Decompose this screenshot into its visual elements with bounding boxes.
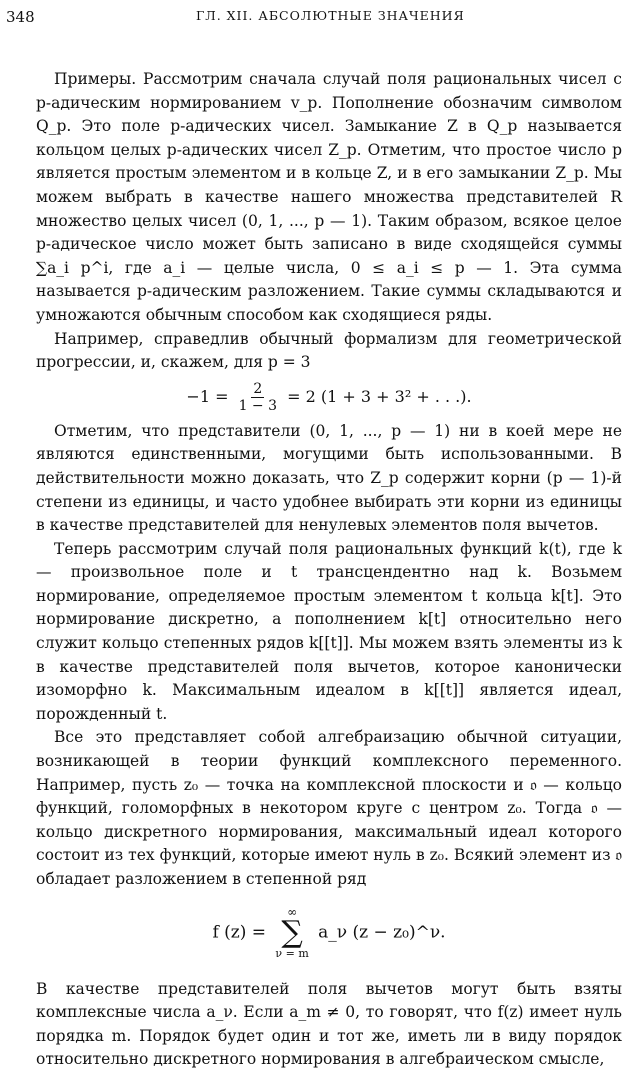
formula1-numerator: 2 <box>253 380 263 397</box>
formula1-right: = 2 (1 + 3 + 3² + . . .). <box>287 386 472 406</box>
page-header <box>6 8 610 30</box>
paragraph-representatives: Отметим, что представители (0, 1, ..., p — 1) ни в коей мере не являются единственными, могущими быть использованными. В действительности можно доказать, что Z_p содержит корни (p — 1)-й степени из единицы, и часто удобнее выбирать эти корни из единицы в качестве представителей для ненулевых элементов поля вычетов. <box>36 421 622 535</box>
paragraph-examples: Примеры. Рассмотрим сначала случай поля рациональных чисел с p-адическим нормированием v_p. Пополнение обозначим символом Q_p. Это поле p-адических чисел. Замыкание Z в Q_p называется кольцом целых p-адических чисел Z_p. Отметим, что простое число p является простым элементом и в кольце Z, и в его замыкании Z_p. Мы можем выбрать в качестве нашего множества представителей R множество целых чисел (0, 1, ..., p — 1). Таким образом, всякое целое p-адическое число может быть записано в виде сходящейся суммы ∑a_i p^i, где a_i — целые числа, 0 ≤ a_i ≤ p — 1. Эта сумма называется p-адическим разложением. Такие суммы складываются и умножаются обычным способом как сходящиеся ряды. <box>36 70 622 324</box>
paragraph-geometric: Например, справедлив обычный формализм для геометрической прогрессии, и, скажем, для p = 3 <box>36 329 622 372</box>
page-number: 348 <box>6 8 35 26</box>
formula2-sum-sign: ∑ <box>281 914 303 950</box>
formula2-sum-bottom: ν = m <box>275 946 309 960</box>
paragraph-residue-field: В качестве представителей поля вычетов могут быть взяты комплексные числа a_ν. Если a_m ≠ 0, то говорят, что f(z) имеет нуль порядка m. Порядок будет один и тот же, иметь ли в виду порядок относительно дискретного нормирования в алгебраическом смысле, <box>36 979 622 1069</box>
formula-power-series <box>36 906 622 960</box>
formula-geometric-series <box>36 381 622 414</box>
formula2-right: a_ν (z − z₀)^ν. <box>318 922 446 943</box>
running-head: ГЛ. XII. АБСОЛЮТНЫЕ ЗНАЧЕНИЯ <box>196 8 465 23</box>
paragraph-complex-analysis: Все это представляет собой алгебраизацию обычной ситуации, возникающей в теории функций комплексного переменного. Например, пусть z₀ — точка на комплексной плоскости и 𝔬 — кольцо функций, голоморфных в некотором круге с центром z₀. Тогда 𝔬 — кольцо дискретного нормирования, максимальный идеал которого состоит из тех функций, которые имеют нуль в z₀. Всякий элемент из 𝔬 обладает разложением в степенной ряд <box>36 728 622 888</box>
paragraph-rational-functions: Теперь рассмотрим случай поля рациональных функций k(t), где k — произвольное поле и t трансцендентно над k. Возьмем нормирование, определяемое простым элементом t кольца k[t]. Это нормирование дискретно, а пополнением k[t] относительно него служит кольцо степенных рядов k[[t]]. Мы можем взять элементы из k в качестве представителей поля вычетов, которое канонически изоморфно k. Максимальным идеалом в k[[t]] является идеал, порожденный t. <box>36 539 622 723</box>
formula2-left: f (z) = <box>212 922 267 943</box>
formula1-denominator: 1 − 3 <box>238 397 278 414</box>
formula2-sum <box>275 906 308 960</box>
formula1-fraction <box>237 381 279 414</box>
formula2-sum-top: ∞ <box>287 904 298 919</box>
page-body <box>36 68 622 1072</box>
formula1-left: −1 = <box>186 386 229 406</box>
